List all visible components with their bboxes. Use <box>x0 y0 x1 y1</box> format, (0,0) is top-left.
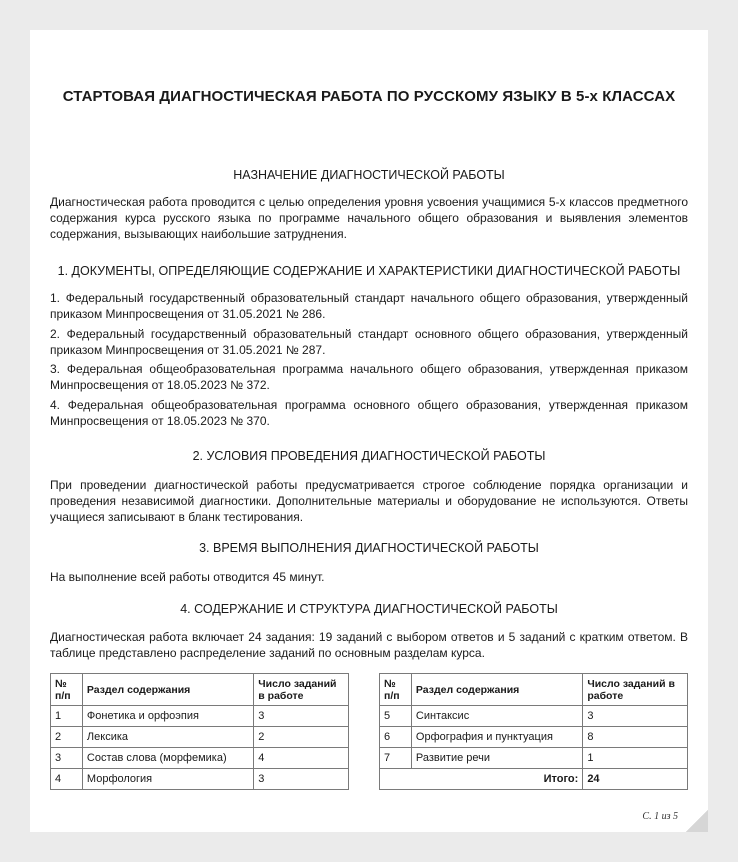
row-count: 2 <box>254 727 349 748</box>
section2-text: При проведении диагностической работы предусматривается строгое соблюдение порядка организации и проведения независимой диагностики. Дополнительные материалы и оборудование не используются. Ответы учащиеся записывают в бланк тестирования. <box>50 478 688 524</box>
section1-item-2: 2. Федеральный государственный образовательный стандарт основного общего образования, утвержденный приказом Минпросвещения от 31.05.2021 № 287. <box>50 327 688 357</box>
document-page <box>30 30 708 832</box>
table-row <box>51 748 349 769</box>
table-row <box>380 727 688 748</box>
table-row <box>380 706 688 727</box>
table-row <box>51 706 349 727</box>
section3-heading: 3. ВРЕМЯ ВЫПОЛНЕНИЯ ДИАГНОСТИЧЕСКОЙ РАБОТЫ <box>199 541 539 555</box>
table-row <box>51 769 349 790</box>
row-number: 4 <box>51 769 83 790</box>
section1-item-3: 3. Федеральная общеобразовательная программа начального общего образования, утвержденная приказом Минпросвещения от 18.05.2023 № 372. <box>50 362 688 392</box>
row-section: Фонетика и орфоэпия <box>82 706 253 727</box>
total-value: 24 <box>583 769 688 790</box>
table-header-section: Раздел содержания <box>411 674 582 706</box>
row-section: Морфология <box>82 769 253 790</box>
table-header-count: Число заданий в работе <box>583 674 688 706</box>
table-row <box>51 727 349 748</box>
section1-item-1: 1. Федеральный государственный образовательный стандарт начального общего образования, утвержденный приказом Минпросвещения от 31.05.2021 № 286. <box>50 291 688 321</box>
purpose-text: Диагностическая работа проводится с целью определения уровня усвоения учащимися 5-х классов предметного содержания курса русского языка по программе начального общего образования и выявления элементов содержания, вызывающих наибольшие затруднения. <box>50 195 688 241</box>
page-number: С. 1 из 5 <box>642 811 678 822</box>
content-table-left <box>50 673 349 790</box>
total-label: Итого: <box>380 769 583 790</box>
table-row <box>380 748 688 769</box>
content-table-right <box>379 673 688 790</box>
row-count: 3 <box>254 706 349 727</box>
row-number: 3 <box>51 748 83 769</box>
table-total-row <box>380 769 688 790</box>
row-number: 5 <box>380 706 412 727</box>
section4-heading: 4. СОДЕРЖАНИЕ И СТРУКТУРА ДИАГНОСТИЧЕСКОЙ РАБОТЫ <box>180 602 558 616</box>
row-section: Лексика <box>82 727 253 748</box>
section1-item-4: 4. Федеральная общеобразовательная программа основного общего образования, утвержденная приказом Минпросвещения от 18.05.2023 № 370. <box>50 398 688 428</box>
row-count: 8 <box>583 727 688 748</box>
row-count: 3 <box>254 769 349 790</box>
section1-heading: 1. ДОКУМЕНТЫ, ОПРЕДЕЛЯЮЩИЕ СОДЕРЖАНИЕ И ХАРАКТЕРИСТИКИ ДИАГНОСТИЧЕСКОЙ РАБОТЫ <box>57 264 681 278</box>
row-count: 1 <box>583 748 688 769</box>
section2-heading: 2. УСЛОВИЯ ПРОВЕДЕНИЯ ДИАГНОСТИЧЕСКОЙ РАБОТЫ <box>192 449 546 463</box>
row-count: 3 <box>583 706 688 727</box>
table-header-number: № п/п <box>380 674 412 706</box>
purpose-heading: НАЗНАЧЕНИЕ ДИАГНОСТИЧЕСКОЙ РАБОТЫ <box>233 168 505 182</box>
section3-text: На выполнение всей работы отводится 45 минут. <box>50 570 325 584</box>
document-title: СТАРТОВАЯ ДИАГНОСТИЧЕСКАЯ РАБОТА ПО РУССКОМУ ЯЗЫКУ В 5-х КЛАССАХ <box>62 88 676 105</box>
table-header-count: Число заданий в работе <box>254 674 349 706</box>
row-number: 2 <box>51 727 83 748</box>
row-number: 6 <box>380 727 412 748</box>
row-section: Синтаксис <box>411 706 582 727</box>
row-section: Орфография и пунктуация <box>411 727 582 748</box>
section4-text: Диагностическая работа включает 24 задания: 19 заданий с выбором ответов и 5 заданий с кратким ответом. В таблице представлено распределение заданий по основным разделам курса. <box>50 630 688 660</box>
row-count: 4 <box>254 748 349 769</box>
row-number: 1 <box>51 706 83 727</box>
row-number: 7 <box>380 748 412 769</box>
row-section: Состав слова (морфемика) <box>82 748 253 769</box>
page-corner-fold <box>686 810 708 832</box>
table-header-number: № п/п <box>51 674 83 706</box>
row-section: Развитие речи <box>411 748 582 769</box>
table-header-section: Раздел содержания <box>82 674 253 706</box>
